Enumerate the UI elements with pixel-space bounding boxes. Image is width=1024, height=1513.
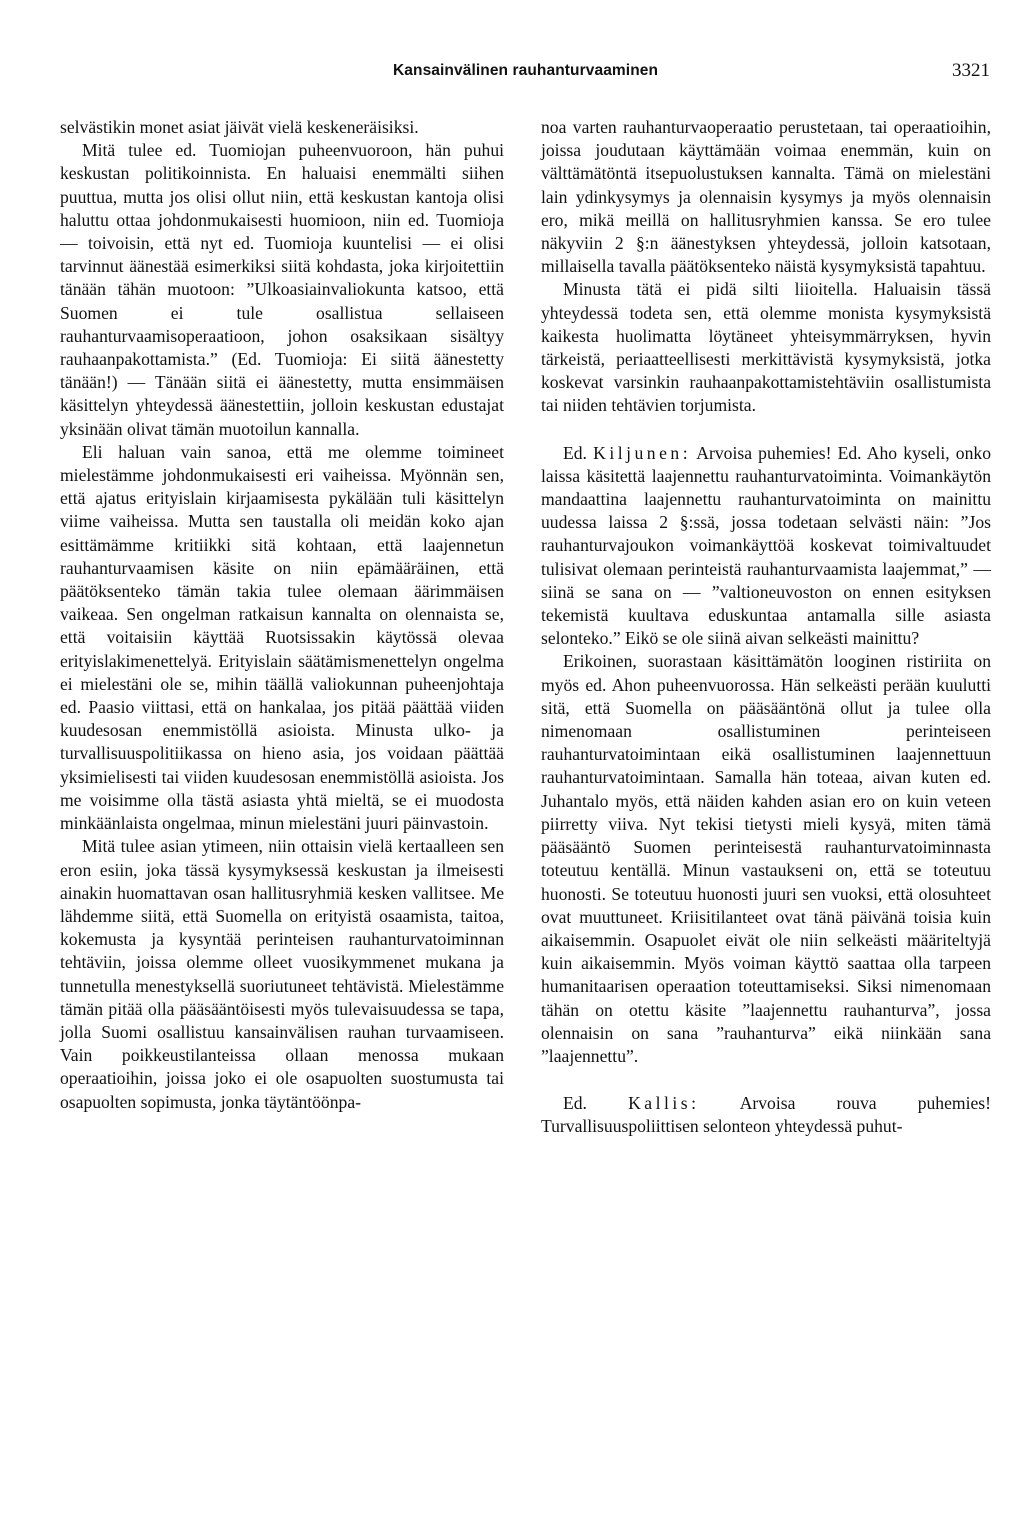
speech-text: Arvoisa puhemies! Ed. Aho kyseli, onko laissa käsitettä laajennettu rauhanturvatoiminta. Voimankäytön mandaattina laajennettu rauhanturvatoiminta on mainittu uudessa laissa 2 §:ssä, jossa todetaan selvästi näin: ”Jos rauhanturvajoukon voimankäyttöä koskevat toimivaltuudet tulisivat olemaan perinteistä rauhanturvaamista laajemmat,” — siinä se sana on — ”valtioneuvoston on ennen esityksen tekemistä kuultava eduskuntaa antamalla sille asiasta selonteko.” Eikö se ole siinä aivan selkeästi mainittu? xyxy=(541,442,991,649)
speaker-paragraph-kiljunen xyxy=(541,442,991,651)
running-title: Kansainvälinen rauhanturvaaminen xyxy=(393,62,659,79)
section-gap xyxy=(541,418,991,442)
speech-text: Arvoisa rouva puhemies! Turvallisuuspoliittisen selonteon yhteydessä puhut- xyxy=(541,1093,991,1137)
right-column xyxy=(541,116,991,1139)
paragraph: selvästikin monet asiat jäivät vielä keskeneräisiksi. xyxy=(60,117,419,137)
section-gap xyxy=(541,1068,991,1092)
speaker-name: Kallis: xyxy=(628,1093,700,1114)
speaker-prefix: Ed. xyxy=(563,442,587,463)
speaker-prefix: Ed. xyxy=(563,1093,587,1114)
paragraph: Eli haluan vain sanoa, että me olemme toimineet mielestämme johdonmukaisesti eri vaiheissa. Myönnän sen, että ajatus erityislain kirjaamisesta pykälään tuli käsittelyn viime vaiheissa. Mutta sen taustalla oli meidän koko ajan esittämämme kritiikki sitä kohtaan, että laajennetun rauhanturvaamisen käsite on niin epämääräinen, että päätöksenteko tämän takia tulee olemaan äärimmäisen vaikeaa. Sen ongelman ratkaisun kannalta on olennaista se, että voitaisiin käyttää Ruotsissakin käytössä olevaa erityislakimenettelyä. Erityislain säätämismenettelyn ongelma ei mielestäni ole se, mihin täällä valiokunnan puheenjohtaja ed. Paasio viittasi, että on hankalaa, jos pitää päättää viiden kuudesosan enemmistöllä asioista. Minusta ulko- ja turvallisuuspolitiikassa on hieno asia, jos voidaan päättää yksimielisesti tai viiden kuudesosan enemmistöllä asioista. Jos me voisimme olla tästä asiasta yhtä mieltä, se ei muodosta minkäänlaista ongelmaa, minun mielestäni juuri päinvastoin. xyxy=(60,441,504,834)
left-column xyxy=(60,116,504,1114)
page-header xyxy=(60,62,990,92)
page-number: 3321 xyxy=(952,60,990,81)
paragraph: Mitä tulee ed. Tuomiojan puheenvuoroon, hän puhui keskustan politikoinnista. En haluaisi enemmälti siihen puuttua, mutta jos olisi ollut niin, että keskustan kantoja olisi haluttu ottaa johdonmukaisesti huomioon, niin ed. Tuomioja — toivoisin, että nyt ed. Tuomioja kuuntelisi — ei olisi tarvinnut äänestää esimerkiksi siitä kohdasta, joka kirjoitettiin tänään tähän muotoon: ”Ulkoasiainvaliokunta katsoo, että Suomen ei tule osallistua sellaiseen rauhanturvaamisoperaatioon, johon osaksikaan sisältyy rauhaanpakottamista.” (Ed. Tuomioja: Ei siitä äänestetty tänään!) — Tänään siitä ei äänestetty, mutta ensimmäisen käsittelyn yhteydessä äänestettiin, jolloin keskustan edustajat yksinään olivat tämän muotoilun kannalla. xyxy=(60,140,504,439)
paragraph: Mitä tulee asian ytimeen, niin ottaisin vielä kertaalleen sen eron esiin, joka tässä kysymyksessä keskustan ja ilmeisesti ainakin huomattavan osan hallitusryhmiä kesken vallitsee. Me lähdemme siitä, että Suomella on erityistä osaamista, taitoa, kokemusta ja kysyntää perinteisen rauhanturvatoiminnan tehtäviin, joissa olemme olleet vuosikymmenet mukana ja tunnetulla menestyksellä suoriutuneet tehtävistä. Mielestämme tämän pitää olla pääsääntöisesti myös tulevaisuudessa se tapa, jolla Suomi osallistuu kansainvälisen rauhan turvaamiseen. Vain poikkeustilanteissa ollaan menossa mukaan operaatioihin, joissa joko ei ole osapuolten suostumusta tai osapuolten sopimusta, jonka täytäntöönpa- xyxy=(60,836,504,1112)
paragraph: noa varten rauhanturvaoperaatio perustetaan, tai operaatioihin, joissa joudutaan käyttämään voimaa enemmän, kuin on välttämätöntä itsepuolustuksen kannalta. Tämä on mielestäni lain ydinkysymys ja olennaisin kysymys ja myös olennaisin ero, mikä meillä on hallitusryhmien kanssa. Se ero tulee näkyviin 2 §:n äänestyksen yhteydessä, jolloin katsotaan, millaisella tavalla päätöksenteko näistä kysymyksistä tapahtuu. xyxy=(541,117,991,277)
paragraph: Minusta tätä ei pidä silti liioitella. Haluaisin tässä yhteydessä todeta sen, että olemme monista kysymyksistä kaikesta huolimatta löytäneet yhteisymmärryksen, hyvin tärkeistä, periaatteellisesti merkittävistä kysymyksistä, jotka koskevat varsinkin rauhaanpakottamistehtäviin osallistumista tai niiden tehtävien torjumista. xyxy=(541,279,991,416)
paragraph: Erikoinen, suorastaan käsittämätön looginen ristiriita on myös ed. Ahon puheenvuorossa. Hän selkeästi perään kuulutti sitä, että Suomella on pääsääntönä ollut ja tulee olla nimenomaan osallistuminen perinteiseen rauhanturvatoimintaan eikä osallistuminen laajennettuun rauhanturvatoimintaan. Samalla hän toteaa, aivan kuten ed. Juhantalo myös, että näiden kahden asian ero on kuin veteen piirretty viiva. Nyt tekisi tietysti mieli kysyä, miten tämä pääsääntö Suomen perinteisestä rauhanturvatoiminnasta toteutuu kentällä. Minun vastaukseni on, että se toteutuu huonosti. Se toteutuu huonosti juuri sen vuoksi, että olosuhteet ovat muuttuneet. Kriisitilanteet ovat tänä päivänä toisia kuin aikaisemmin. Osapuolet eivät ole niin selkeästi määriteltyjä kuin aikaisemmin. Myös voiman käyttö saattaa olla tarpeen humanitaarisen operaation toteuttamiseksi. Siksi nimenomaan tähän on otettu käsite ”laajennettu rauhanturva”, jossa olennaisin on sana ”rauhanturva” eikä niinkään sana ”laajennettu”. xyxy=(541,651,991,1066)
speaker-name: Kiljunen: xyxy=(593,442,692,463)
speaker-paragraph-kallis xyxy=(541,1092,991,1138)
